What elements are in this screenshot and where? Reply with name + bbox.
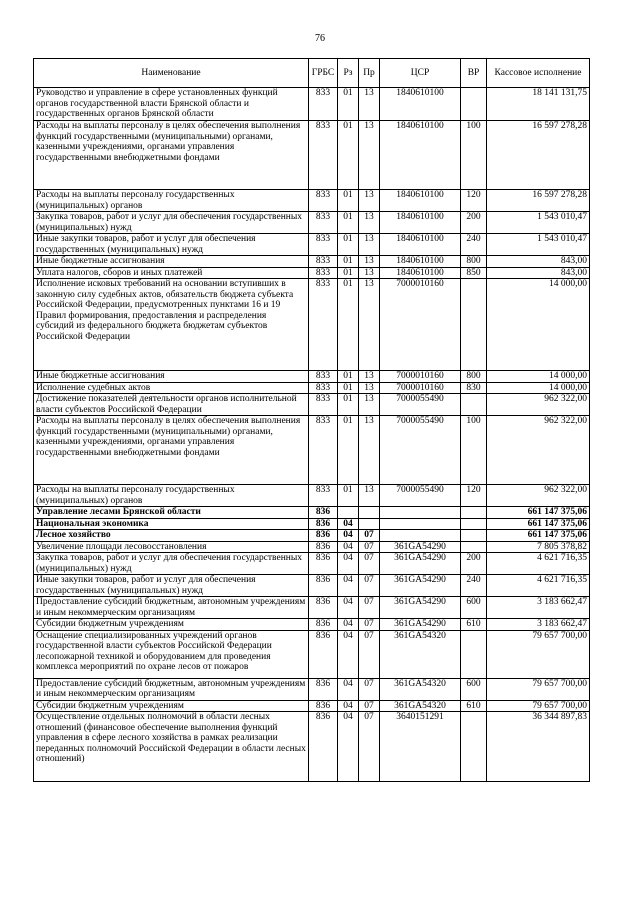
row-vr: 610 <box>461 700 487 712</box>
row-pr: 07 <box>359 553 380 575</box>
row-grbs: 836 <box>309 541 338 553</box>
table-row <box>34 256 590 268</box>
table-row <box>34 553 590 575</box>
row-name: Закупка товаров, работ и услуг для обеспечения государственных (муниципальных) нужд <box>34 553 309 575</box>
row-csr: 7000010160 <box>380 279 461 371</box>
row-pr: 13 <box>359 279 380 371</box>
row-name: Закупка товаров, работ и услуг для обеспечения государственных (муниципальных) нужд <box>34 212 309 234</box>
row-name: Уплата налогов, сборов и иных платежей <box>34 267 309 279</box>
row-name: Исполнение судебных актов <box>34 382 309 394</box>
row-rz: 04 <box>338 541 359 553</box>
row-rz: 01 <box>338 485 359 507</box>
row-grbs: 833 <box>309 371 338 383</box>
row-amount: 661 147 375,06 <box>487 507 590 519</box>
row-rz: 01 <box>338 267 359 279</box>
row-csr: 7000010160 <box>380 382 461 394</box>
table-row <box>34 371 590 383</box>
row-amount: 3 183 662,47 <box>487 619 590 631</box>
row-pr: 13 <box>359 267 380 279</box>
row-name: Предоставление субсидий бюджетным, автономным учреждениям и иным некоммерческим организациям <box>34 678 309 700</box>
table-row <box>34 394 590 416</box>
row-pr: 13 <box>359 382 380 394</box>
row-csr: 1840610100 <box>380 121 461 190</box>
row-grbs: 833 <box>309 485 338 507</box>
row-vr: 120 <box>461 190 487 212</box>
table-row <box>34 630 590 678</box>
row-vr: 200 <box>461 553 487 575</box>
row-name: Осуществление отдельных полномочий в области лесных отношений (финансовое обеспечение выполнения функций управления в сфере лесного хозяйства в рамках реализации переданных полномочий Российской Федерации в области лесных отношений) <box>34 712 309 782</box>
row-rz: 04 <box>338 518 359 530</box>
row-rz: 04 <box>338 712 359 782</box>
row-amount: 4 621 716,35 <box>487 553 590 575</box>
row-rz: 01 <box>338 371 359 383</box>
row-name: Субсидии бюджетным учреждениям <box>34 619 309 631</box>
row-name: Иные бюджетные ассигнования <box>34 371 309 383</box>
table-row <box>34 485 590 507</box>
header-amount: Кассовое исполнение <box>487 59 590 88</box>
row-grbs: 833 <box>309 382 338 394</box>
row-csr <box>380 530 461 542</box>
table-row <box>34 416 590 485</box>
row-amount: 14 000,00 <box>487 382 590 394</box>
row-grbs: 833 <box>309 256 338 268</box>
row-csr: 361GA54290 <box>380 619 461 631</box>
row-amount: 3 183 662,47 <box>487 597 590 619</box>
row-name: Расходы на выплаты персоналу государственных (муниципальных) органов <box>34 485 309 507</box>
table-row <box>34 575 590 597</box>
row-grbs: 833 <box>309 88 338 121</box>
row-amount: 1 543 010,47 <box>487 212 590 234</box>
row-name: Управление лесами Брянской области <box>34 507 309 519</box>
row-csr: 361GA54320 <box>380 630 461 678</box>
row-amount: 14 000,00 <box>487 279 590 371</box>
row-pr: 07 <box>359 712 380 782</box>
row-csr: 361GA54320 <box>380 700 461 712</box>
row-name: Достижение показателей деятельности органов исполнительной власти субъектов Российской Федерации <box>34 394 309 416</box>
table-row <box>34 212 590 234</box>
row-vr <box>461 518 487 530</box>
row-pr: 13 <box>359 485 380 507</box>
row-vr <box>461 279 487 371</box>
budget-table <box>33 58 590 782</box>
row-amount: 843,00 <box>487 256 590 268</box>
row-amount: 79 657 700,00 <box>487 700 590 712</box>
table-row <box>34 518 590 530</box>
row-pr: 07 <box>359 700 380 712</box>
row-name: Предоставление субсидий бюджетным, автономным учреждениям и иным некоммерческим организациям <box>34 597 309 619</box>
row-grbs: 836 <box>309 678 338 700</box>
row-vr: 800 <box>461 371 487 383</box>
row-rz: 04 <box>338 530 359 542</box>
row-vr: 830 <box>461 382 487 394</box>
row-csr: 361GA54320 <box>380 678 461 700</box>
row-pr: 07 <box>359 630 380 678</box>
row-pr: 13 <box>359 190 380 212</box>
row-grbs: 836 <box>309 518 338 530</box>
row-rz <box>338 507 359 519</box>
table-row <box>34 267 590 279</box>
row-vr: 600 <box>461 678 487 700</box>
row-pr: 07 <box>359 541 380 553</box>
row-rz: 04 <box>338 597 359 619</box>
row-grbs: 833 <box>309 212 338 234</box>
row-name: Исполнение исковых требований на основании вступивших в законную силу судебных актов, обязательств бюджета субъекта Российской Федерации, предусмотренных пунктами 16 и 19 Правил формирования, предоставления и распределения субсидий из федерального бюджета бюджетам субъектов Российской Федерации <box>34 279 309 371</box>
row-amount: 16 597 278,28 <box>487 121 590 190</box>
row-pr: 13 <box>359 394 380 416</box>
row-pr: 07 <box>359 597 380 619</box>
row-rz: 01 <box>338 416 359 485</box>
row-amount: 4 621 716,35 <box>487 575 590 597</box>
row-name: Оснащение специализированных учреждений органов государственной власти субъектов Российской Федерации лесопожарной техникой и оборудованием для проведения комплекса мероприятий по охране лесов от пожаров <box>34 630 309 678</box>
row-csr: 1840610100 <box>380 267 461 279</box>
row-csr: 7000055490 <box>380 416 461 485</box>
row-rz: 04 <box>338 619 359 631</box>
row-grbs: 833 <box>309 394 338 416</box>
row-csr: 7000055490 <box>380 394 461 416</box>
row-grbs: 833 <box>309 190 338 212</box>
row-amount: 36 344 897,83 <box>487 712 590 782</box>
table-row <box>34 700 590 712</box>
table-row <box>34 234 590 256</box>
row-amount: 14 000,00 <box>487 371 590 383</box>
row-csr: 1840610100 <box>380 190 461 212</box>
row-pr: 13 <box>359 212 380 234</box>
row-csr <box>380 518 461 530</box>
row-grbs: 833 <box>309 279 338 371</box>
row-name: Руководство и управление в сфере установленных функций органов государственной власти Брянской области и государственных органов Брянской области <box>34 88 309 121</box>
row-csr: 361GA54290 <box>380 541 461 553</box>
table-header-row <box>34 59 590 88</box>
row-pr: 13 <box>359 371 380 383</box>
row-rz: 01 <box>338 234 359 256</box>
row-grbs: 836 <box>309 553 338 575</box>
row-grbs: 836 <box>309 575 338 597</box>
row-amount: 962 322,00 <box>487 485 590 507</box>
row-csr <box>380 507 461 519</box>
row-rz: 01 <box>338 121 359 190</box>
row-grbs: 833 <box>309 234 338 256</box>
row-amount: 7 805 378,82 <box>487 541 590 553</box>
table-row <box>34 507 590 519</box>
table-row <box>34 541 590 553</box>
row-vr: 600 <box>461 597 487 619</box>
row-rz: 01 <box>338 394 359 416</box>
row-rz: 01 <box>338 279 359 371</box>
row-csr: 3640151291 <box>380 712 461 782</box>
row-amount: 661 147 375,06 <box>487 518 590 530</box>
row-rz: 01 <box>338 190 359 212</box>
row-grbs: 836 <box>309 619 338 631</box>
row-pr: 07 <box>359 575 380 597</box>
row-amount: 661 147 375,06 <box>487 530 590 542</box>
row-name: Иные закупки товаров, работ и услуг для обеспечения государственных (муниципальных) нужд <box>34 575 309 597</box>
row-rz: 04 <box>338 553 359 575</box>
row-grbs: 836 <box>309 597 338 619</box>
row-amount: 79 657 700,00 <box>487 630 590 678</box>
table-row <box>34 530 590 542</box>
row-vr: 850 <box>461 267 487 279</box>
row-vr: 240 <box>461 234 487 256</box>
row-vr: 120 <box>461 485 487 507</box>
row-rz: 04 <box>338 575 359 597</box>
row-vr <box>461 712 487 782</box>
row-vr: 100 <box>461 416 487 485</box>
row-csr: 361GA54290 <box>380 597 461 619</box>
row-csr: 1840610100 <box>380 234 461 256</box>
row-csr: 1840610100 <box>380 256 461 268</box>
row-grbs: 836 <box>309 530 338 542</box>
table-row <box>34 88 590 121</box>
row-rz: 01 <box>338 256 359 268</box>
row-vr: 800 <box>461 256 487 268</box>
row-vr: 610 <box>461 619 487 631</box>
row-rz: 01 <box>338 212 359 234</box>
header-rz: Рз <box>338 59 359 88</box>
header-csr: ЦСР <box>380 59 461 88</box>
row-vr: 200 <box>461 212 487 234</box>
table-row <box>34 121 590 190</box>
table-row <box>34 279 590 371</box>
row-amount: 79 657 700,00 <box>487 678 590 700</box>
row-csr: 361GA54290 <box>380 553 461 575</box>
row-name: Иные бюджетные ассигнования <box>34 256 309 268</box>
table-row <box>34 678 590 700</box>
row-grbs: 833 <box>309 267 338 279</box>
row-pr: 13 <box>359 416 380 485</box>
row-grbs: 833 <box>309 416 338 485</box>
row-name: Лесное хозяйство <box>34 530 309 542</box>
row-pr: 13 <box>359 88 380 121</box>
row-pr: 07 <box>359 619 380 631</box>
row-grbs: 836 <box>309 507 338 519</box>
row-pr <box>359 518 380 530</box>
table-row <box>34 382 590 394</box>
header-grbs: ГРБС <box>309 59 338 88</box>
row-name: Национальная экономика <box>34 518 309 530</box>
row-name: Расходы на выплаты персоналу в целях обеспечения выполнения функций государственными (муниципальными) органами, казенными учреждениями, органами управления государственными внебюджетными фондами <box>34 416 309 485</box>
row-grbs: 836 <box>309 712 338 782</box>
row-csr: 7000055490 <box>380 485 461 507</box>
row-rz: 01 <box>338 382 359 394</box>
header-vr: ВР <box>461 59 487 88</box>
row-vr: 240 <box>461 575 487 597</box>
header-pr: Пр <box>359 59 380 88</box>
row-amount: 843,00 <box>487 267 590 279</box>
row-csr: 1840610100 <box>380 88 461 121</box>
row-amount: 1 543 010,47 <box>487 234 590 256</box>
row-name: Расходы на выплаты персоналу в целях обеспечения выполнения функций государственными (муниципальными) органами, казенными учреждениями, органами управления государственными внебюджетными фондами <box>34 121 309 190</box>
row-pr <box>359 507 380 519</box>
row-vr <box>461 88 487 121</box>
row-csr: 7000010160 <box>380 371 461 383</box>
row-name: Расходы на выплаты персоналу государственных (муниципальных) органов <box>34 190 309 212</box>
row-name: Иные закупки товаров, работ и услуг для обеспечения государственных (муниципальных) нужд <box>34 234 309 256</box>
row-grbs: 833 <box>309 121 338 190</box>
row-vr: 100 <box>461 121 487 190</box>
row-pr: 07 <box>359 678 380 700</box>
row-csr: 361GA54290 <box>380 575 461 597</box>
row-rz: 04 <box>338 678 359 700</box>
table-row <box>34 619 590 631</box>
row-pr: 13 <box>359 234 380 256</box>
header-name: Наименование <box>34 59 309 88</box>
row-pr: 13 <box>359 121 380 190</box>
row-pr: 13 <box>359 256 380 268</box>
row-vr <box>461 394 487 416</box>
page-number: 76 <box>315 33 325 44</box>
row-rz: 04 <box>338 700 359 712</box>
row-vr <box>461 530 487 542</box>
row-csr: 1840610100 <box>380 212 461 234</box>
row-rz: 04 <box>338 630 359 678</box>
row-rz: 01 <box>338 88 359 121</box>
row-amount: 18 141 131,75 <box>487 88 590 121</box>
table-row <box>34 712 590 782</box>
row-amount: 962 322,00 <box>487 394 590 416</box>
row-amount: 962 322,00 <box>487 416 590 485</box>
table-row <box>34 190 590 212</box>
row-name: Увеличение площади лесовосстановления <box>34 541 309 553</box>
table-row <box>34 597 590 619</box>
row-pr: 07 <box>359 530 380 542</box>
row-vr <box>461 541 487 553</box>
row-amount: 16 597 278,28 <box>487 190 590 212</box>
row-name: Субсидии бюджетным учреждениям <box>34 700 309 712</box>
row-grbs: 836 <box>309 630 338 678</box>
row-vr <box>461 630 487 678</box>
row-grbs: 836 <box>309 700 338 712</box>
row-vr <box>461 507 487 519</box>
